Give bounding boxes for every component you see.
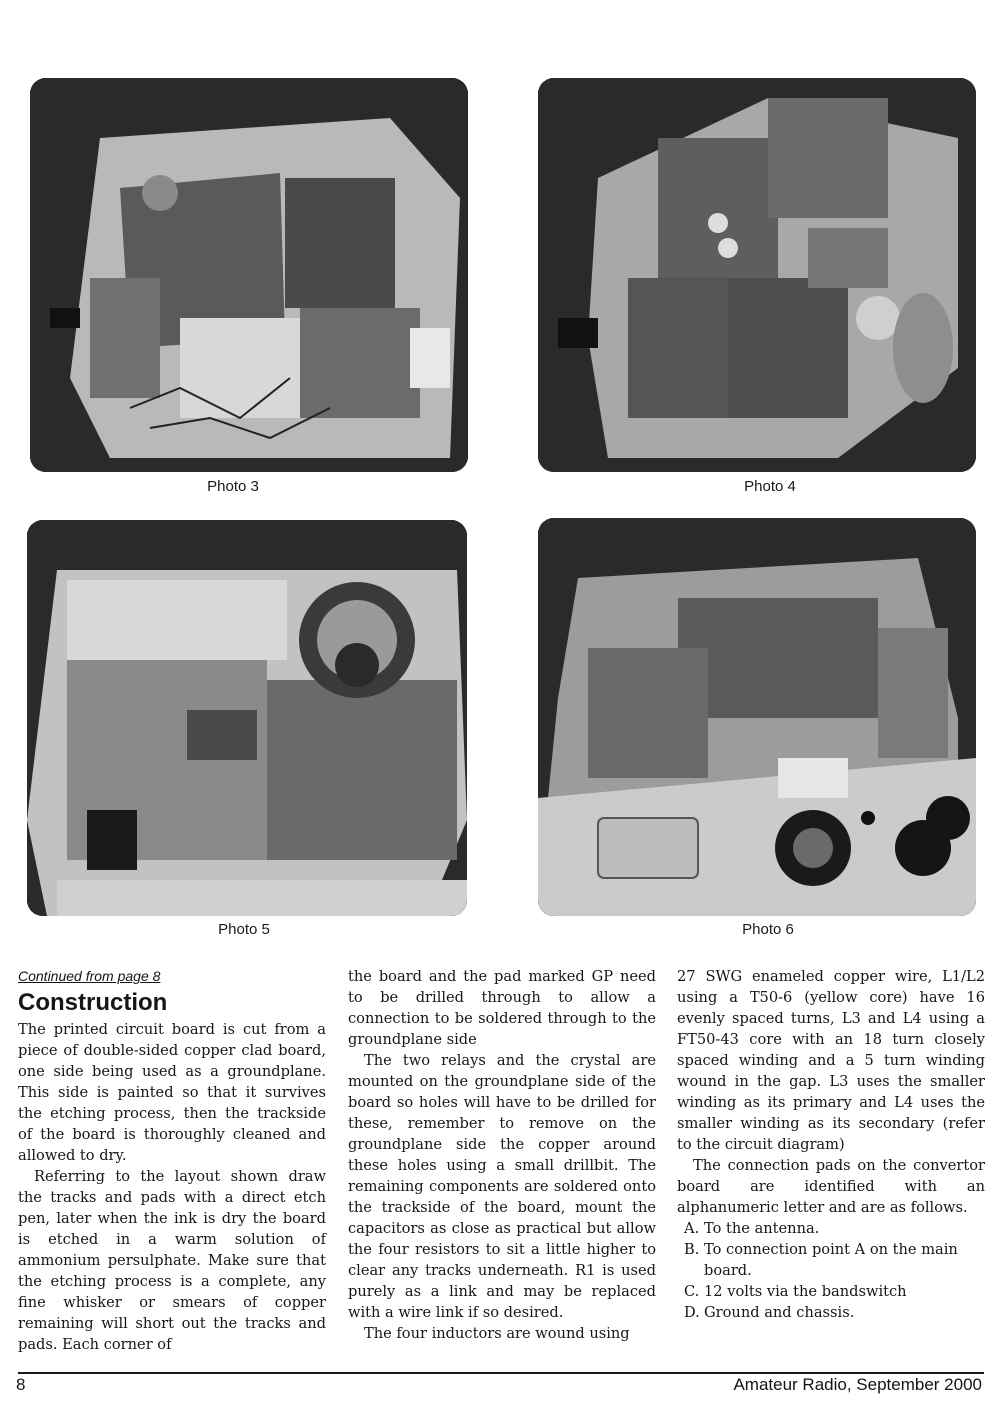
list-letter: C. xyxy=(684,1283,700,1300)
list-text: 12 volts via the bandswitch xyxy=(704,1283,907,1300)
list-text: To connection point A on the main board. xyxy=(704,1241,958,1279)
list-letter: D. xyxy=(684,1304,700,1321)
list-letter: A. xyxy=(684,1220,700,1237)
list-item xyxy=(677,1281,985,1302)
list-text: To the antenna. xyxy=(704,1220,820,1237)
paragraph: 27 SWG enameled copper wire, L1/L2 using a T50-6 (yellow core) have 16 evenly spaced turns, L3 and L4 using a FT50-43 core with an 18 turn closely spaced winding and a 5 turn winding wound in the gap. L3 uses the smaller winding as its primary and L4 uses the smaller winding as its secondary (refer to the circuit diagram) xyxy=(677,968,985,1153)
section-heading: Construction xyxy=(18,989,168,1016)
continued-note: Continued from page 8 xyxy=(18,968,161,984)
article-column-3 xyxy=(677,966,985,1323)
paragraph: The two relays and the crystal are mounted on the groundplane side of the board so holes will have to be drilled for these, remember to remove on the groundplane side the copper around these holes using a small drillbit. The remaining components are soldered onto the trackside of the board, mount the capacitors as close as practical but allow the four resistors to sit a little higher to clear any tracks underneath. R1 is used purely as a link and may be replaced with a wire link if so desired. xyxy=(348,1052,656,1321)
paragraph: The four inductors are wound using xyxy=(364,1325,630,1342)
photo-5-image xyxy=(27,520,467,916)
paragraph: the board and the pad marked GP need to be drilled through to allow a connection to be soldered through to the groundplane side xyxy=(348,968,656,1048)
photo-6-caption: Photo 6 xyxy=(742,921,794,938)
photo-3-caption: Photo 3 xyxy=(207,478,259,495)
journal-issue: Amateur Radio, September 2000 xyxy=(733,1375,982,1394)
page-number: 8 xyxy=(16,1375,26,1394)
article-column-1 xyxy=(18,966,326,1355)
photo-3-image xyxy=(30,78,468,472)
footer-rule xyxy=(18,1372,984,1374)
paragraph: The connection pads on the convertor board are identified with an alphanumeric letter and are as follows. xyxy=(677,1157,985,1216)
photo-4-caption: Photo 4 xyxy=(744,478,796,495)
list-item xyxy=(677,1302,985,1323)
photo-6-image xyxy=(538,518,976,916)
photo-4-image xyxy=(538,78,976,472)
paragraph: The printed circuit board is cut from a piece of double-sided copper clad board, one side being used as a groundplane. This side is painted so that it survives the etching process, then the trackside of the board is thoroughly cleaned and allowed to dry. xyxy=(18,1021,326,1164)
list-item xyxy=(677,1218,985,1239)
list-text: Ground and chassis. xyxy=(704,1304,855,1321)
list-item xyxy=(677,1239,985,1281)
photo-5-caption: Photo 5 xyxy=(218,921,270,938)
list-letter: B. xyxy=(684,1241,700,1258)
article-column-2 xyxy=(348,966,656,1344)
paragraph: Referring to the layout shown draw the tracks and pads with a direct etch pen, later when the ink is dry the board is etched in a warm solution of ammonium persulphate. Make sure that the etching process is a complete, any fine whisker or smears of copper remaining will short out the tracks and pads. Each corner of xyxy=(18,1168,326,1353)
